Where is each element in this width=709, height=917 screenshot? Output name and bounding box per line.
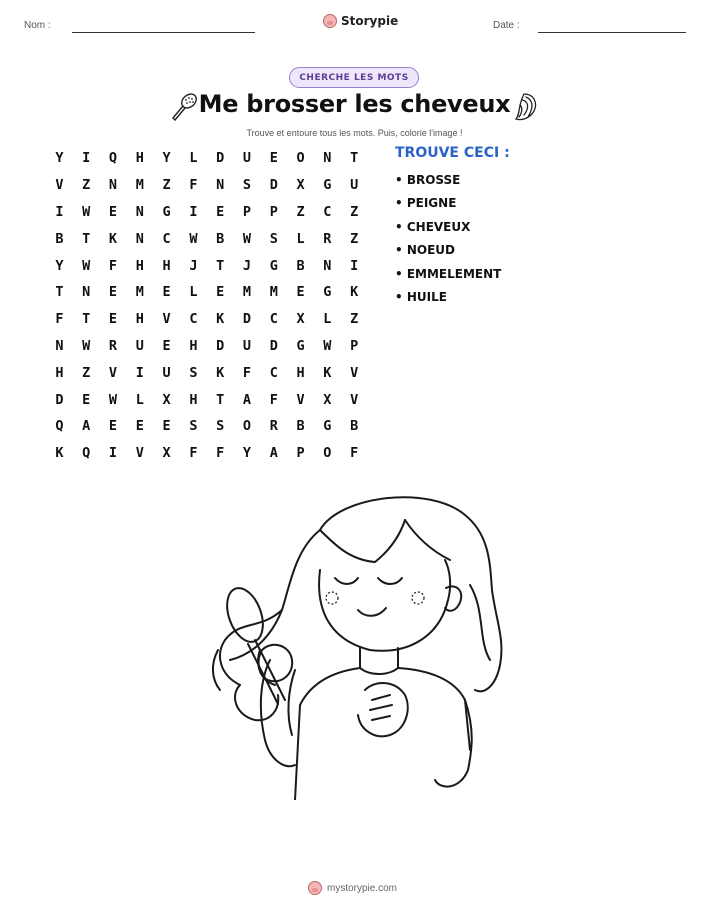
grid-cell[interactable]: A bbox=[242, 391, 252, 408]
grid-cell[interactable]: S bbox=[216, 418, 225, 435]
grid-cell[interactable]: R bbox=[323, 230, 332, 247]
grid-cell[interactable]: X bbox=[296, 177, 305, 194]
grid-cell[interactable]: D bbox=[242, 311, 252, 328]
grid-cell[interactable]: B bbox=[216, 230, 225, 247]
grid-cell[interactable]: S bbox=[242, 177, 252, 194]
grid-cell[interactable]: B bbox=[296, 257, 305, 274]
grid-cell[interactable]: P bbox=[269, 203, 278, 220]
grid-cell[interactable]: K bbox=[350, 284, 359, 301]
grid-cell[interactable]: H bbox=[135, 311, 144, 328]
grid-cell[interactable]: W bbox=[189, 230, 198, 247]
grid-cell[interactable]: C bbox=[269, 311, 278, 328]
grid-cell[interactable]: L bbox=[135, 391, 144, 408]
grid-cell[interactable]: E bbox=[108, 284, 118, 301]
grid-cell[interactable]: M bbox=[135, 284, 144, 301]
girl-brushing-hair-illustration bbox=[200, 490, 540, 800]
grid-cell[interactable]: N bbox=[55, 337, 64, 354]
grid-cell[interactable]: G bbox=[323, 177, 332, 194]
grid-cell[interactable]: M bbox=[242, 284, 252, 301]
grid-cell[interactable]: A bbox=[82, 418, 91, 435]
grid-cell[interactable]: I bbox=[350, 257, 359, 274]
grid-cell[interactable]: V bbox=[350, 364, 359, 381]
footer-url: mystorypie.com bbox=[327, 882, 398, 894]
grid-cell[interactable]: Z bbox=[296, 203, 305, 220]
grid-cell[interactable]: J bbox=[189, 257, 198, 274]
grid-row bbox=[46, 306, 368, 333]
grid-cell[interactable]: E bbox=[216, 284, 225, 301]
grid-cell[interactable]: G bbox=[296, 337, 305, 354]
pig-logo-icon bbox=[308, 881, 322, 895]
grid-cell[interactable]: X bbox=[162, 391, 171, 408]
grid-cell[interactable]: E bbox=[135, 418, 144, 435]
grid-cell[interactable]: I bbox=[82, 150, 91, 167]
grid-cell[interactable]: B bbox=[55, 230, 64, 247]
footer-brand bbox=[308, 881, 397, 895]
grid-cell[interactable]: W bbox=[82, 203, 91, 220]
grid-cell[interactable]: Y bbox=[162, 150, 171, 167]
grid-cell[interactable]: N bbox=[216, 177, 225, 194]
grid-row bbox=[46, 359, 368, 386]
hair-lock-icon bbox=[510, 91, 540, 123]
grid-cell[interactable]: E bbox=[108, 418, 118, 435]
grid-cell[interactable]: E bbox=[82, 391, 91, 408]
grid-cell[interactable]: E bbox=[216, 203, 225, 220]
grid-cell[interactable]: X bbox=[162, 445, 171, 462]
grid-cell[interactable]: N bbox=[323, 150, 332, 167]
grid-cell[interactable]: O bbox=[242, 418, 252, 435]
grid-cell[interactable]: E bbox=[162, 284, 171, 301]
word-list-item: • PEIGNE bbox=[395, 196, 457, 211]
grid-cell[interactable]: C bbox=[162, 230, 171, 247]
grid-cell[interactable]: V bbox=[108, 364, 118, 381]
grid-cell[interactable]: Z bbox=[82, 364, 91, 381]
grid-cell[interactable]: F bbox=[242, 364, 252, 381]
grid-row bbox=[46, 413, 368, 440]
grid-cell[interactable]: S bbox=[269, 230, 278, 247]
grid-cell[interactable]: O bbox=[323, 445, 332, 462]
grid-cell[interactable]: E bbox=[108, 311, 118, 328]
grid-cell[interactable]: W bbox=[108, 391, 118, 408]
grid-cell[interactable]: H bbox=[296, 364, 305, 381]
grid-cell[interactable]: H bbox=[135, 257, 144, 274]
grid-cell[interactable]: T bbox=[216, 391, 225, 408]
grid-cell[interactable]: F bbox=[216, 445, 225, 462]
grid-cell[interactable]: E bbox=[162, 337, 171, 354]
grid-cell[interactable]: K bbox=[55, 445, 64, 462]
grid-cell[interactable]: W bbox=[323, 337, 332, 354]
grid-cell[interactable]: S bbox=[189, 418, 198, 435]
grid-cell[interactable]: I bbox=[135, 364, 144, 381]
grid-cell[interactable]: T bbox=[216, 257, 225, 274]
word-list-item: • CHEVEUX bbox=[395, 219, 471, 234]
grid-cell[interactable]: B bbox=[350, 418, 359, 435]
grid-cell[interactable]: R bbox=[108, 337, 118, 354]
word-search-grid bbox=[46, 145, 368, 467]
grid-cell[interactable]: C bbox=[269, 364, 278, 381]
grid-cell[interactable]: D bbox=[55, 391, 64, 408]
grid-cell[interactable]: V bbox=[296, 391, 305, 408]
grid-cell[interactable]: Q bbox=[82, 445, 91, 462]
grid-cell[interactable]: W bbox=[82, 257, 91, 274]
grid-cell[interactable]: F bbox=[269, 391, 278, 408]
grid-cell[interactable]: U bbox=[242, 337, 252, 354]
grid-row bbox=[46, 333, 368, 360]
grid-cell[interactable]: F bbox=[350, 445, 359, 462]
grid-cell[interactable]: E bbox=[162, 418, 171, 435]
grid-cell[interactable]: H bbox=[55, 364, 64, 381]
grid-row bbox=[46, 172, 368, 199]
grid-cell[interactable]: E bbox=[296, 284, 305, 301]
grid-cell[interactable]: T bbox=[350, 150, 359, 167]
grid-cell[interactable]: N bbox=[82, 284, 91, 301]
brand-name: Storypie bbox=[341, 14, 399, 28]
grid-cell[interactable]: Z bbox=[350, 230, 359, 247]
grid-cell[interactable]: E bbox=[269, 150, 278, 167]
grid-cell[interactable]: L bbox=[296, 230, 305, 247]
grid-cell[interactable]: N bbox=[323, 257, 332, 274]
activity-badge: CHERCHE LES MOTS bbox=[289, 67, 419, 88]
brand-logo bbox=[323, 14, 398, 28]
instructions: Trouve et entoure tous les mots. Puis, colorie l'image ! bbox=[246, 128, 463, 138]
grid-cell[interactable]: U bbox=[350, 177, 359, 194]
grid-cell[interactable]: P bbox=[350, 337, 359, 354]
grid-cell[interactable]: L bbox=[189, 150, 198, 167]
grid-cell[interactable]: I bbox=[108, 445, 118, 462]
grid-cell[interactable]: I bbox=[189, 203, 198, 220]
grid-row bbox=[46, 252, 368, 279]
grid-cell[interactable]: D bbox=[269, 177, 278, 194]
pig-logo-icon bbox=[323, 14, 337, 28]
grid-cell[interactable]: G bbox=[323, 284, 332, 301]
grid-cell[interactable]: Y bbox=[242, 445, 252, 462]
grid-cell[interactable]: F bbox=[189, 445, 198, 462]
grid-cell[interactable]: H bbox=[162, 257, 171, 274]
grid-cell[interactable]: U bbox=[135, 337, 144, 354]
grid-cell[interactable]: V bbox=[55, 177, 64, 194]
grid-row bbox=[46, 279, 368, 306]
grid-cell[interactable]: W bbox=[82, 337, 91, 354]
grid-cell[interactable]: Z bbox=[162, 177, 171, 194]
grid-cell[interactable]: L bbox=[323, 311, 332, 328]
grid-cell[interactable]: T bbox=[55, 284, 64, 301]
word-list-item: • HUILE bbox=[395, 289, 447, 304]
grid-cell[interactable]: K bbox=[108, 230, 118, 247]
grid-cell[interactable]: P bbox=[242, 203, 252, 220]
grid-cell[interactable]: G bbox=[269, 257, 278, 274]
grid-row bbox=[46, 199, 368, 226]
grid-cell[interactable]: H bbox=[189, 337, 198, 354]
word-list-item: • BROSSE bbox=[395, 173, 461, 187]
word-list-title: TROUVE CECI : bbox=[395, 145, 510, 161]
word-list bbox=[395, 145, 510, 309]
grid-cell[interactable]: H bbox=[135, 150, 144, 167]
grid-cell[interactable]: K bbox=[216, 311, 225, 328]
grid-cell[interactable]: K bbox=[216, 364, 225, 381]
grid-cell[interactable]: W bbox=[242, 230, 252, 247]
grid-cell[interactable]: F bbox=[108, 257, 118, 274]
grid-cell[interactable]: C bbox=[323, 203, 332, 220]
grid-cell[interactable]: K bbox=[323, 364, 332, 381]
grid-cell[interactable]: M bbox=[135, 177, 144, 194]
grid-cell[interactable]: Y bbox=[55, 150, 64, 167]
grid-cell[interactable]: D bbox=[269, 337, 278, 354]
word-list-item: • EMMELEMENT bbox=[395, 266, 502, 281]
grid-cell[interactable]: P bbox=[296, 445, 305, 462]
grid-cell[interactable]: F bbox=[55, 311, 64, 328]
grid-cell[interactable]: M bbox=[269, 284, 278, 301]
grid-cell[interactable]: H bbox=[189, 391, 198, 408]
grid-cell[interactable]: X bbox=[296, 311, 305, 328]
grid-cell[interactable]: V bbox=[135, 445, 144, 462]
grid-row bbox=[46, 440, 368, 467]
grid-cell[interactable]: C bbox=[189, 311, 198, 328]
grid-cell[interactable]: G bbox=[162, 203, 171, 220]
grid-cell[interactable]: D bbox=[216, 337, 225, 354]
grid-cell[interactable]: U bbox=[242, 150, 252, 167]
grid-cell[interactable]: T bbox=[82, 230, 91, 247]
grid-cell[interactable]: X bbox=[323, 391, 332, 408]
grid-cell[interactable]: E bbox=[108, 203, 118, 220]
grid-cell[interactable]: R bbox=[269, 418, 278, 435]
grid-cell[interactable]: A bbox=[269, 445, 278, 462]
grid-cell[interactable]: Z bbox=[82, 177, 91, 194]
grid-row bbox=[46, 386, 368, 413]
name-label: Nom : bbox=[24, 20, 51, 31]
grid-cell[interactable]: I bbox=[55, 203, 64, 220]
date-label: Date : bbox=[493, 20, 520, 31]
grid-cell[interactable]: L bbox=[189, 284, 198, 301]
grid-cell[interactable]: T bbox=[82, 311, 91, 328]
grid-cell[interactable]: Z bbox=[350, 203, 359, 220]
page-title: Me brosser les cheveux bbox=[198, 90, 511, 118]
grid-cell[interactable]: G bbox=[323, 418, 332, 435]
grid-cell[interactable]: Q bbox=[55, 418, 64, 435]
grid-cell[interactable]: V bbox=[350, 391, 359, 408]
grid-cell[interactable]: N bbox=[135, 230, 144, 247]
grid-cell[interactable]: S bbox=[189, 364, 198, 381]
grid-cell[interactable]: U bbox=[162, 364, 171, 381]
name-line bbox=[72, 32, 255, 33]
grid-row bbox=[46, 225, 368, 252]
grid-cell[interactable]: Z bbox=[350, 311, 359, 328]
grid-cell[interactable]: O bbox=[296, 150, 305, 167]
grid-row bbox=[46, 145, 368, 172]
grid-cell[interactable]: N bbox=[135, 203, 144, 220]
grid-cell[interactable]: Y bbox=[55, 257, 64, 274]
grid-cell[interactable]: J bbox=[242, 257, 252, 274]
word-list-item: • NOEUD bbox=[395, 243, 455, 258]
grid-cell[interactable]: N bbox=[108, 177, 118, 194]
grid-cell[interactable]: D bbox=[216, 150, 225, 167]
grid-cell[interactable]: Q bbox=[108, 150, 118, 167]
grid-cell[interactable]: F bbox=[189, 177, 198, 194]
grid-cell[interactable]: B bbox=[296, 418, 305, 435]
grid-cell[interactable]: V bbox=[162, 311, 171, 328]
date-line bbox=[538, 32, 686, 33]
